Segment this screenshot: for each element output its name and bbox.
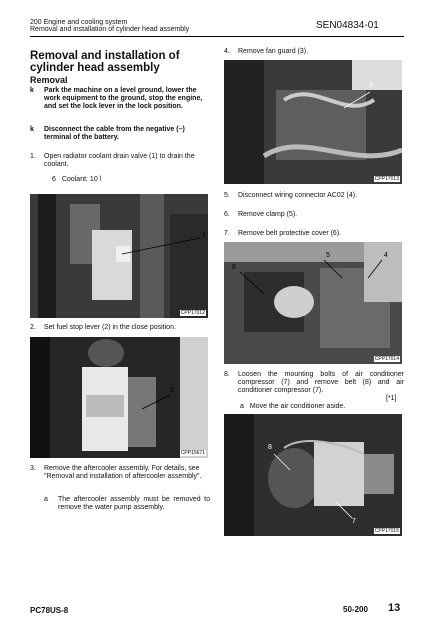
photo-3-caption: CPP17013 <box>374 176 399 182</box>
note-icon: a <box>240 403 244 410</box>
step-1-note <box>52 176 101 184</box>
step-6-number: 6. <box>224 211 230 218</box>
step-1 <box>30 153 210 169</box>
header-rule <box>30 36 404 37</box>
photo-2-caption: CPP15671 <box>180 450 205 456</box>
step-2 <box>30 324 210 332</box>
photo-belt-cover-art <box>224 242 402 364</box>
footer-doc-code: 50-200 <box>343 605 368 614</box>
step-2-text: Set fuel stop lever (2) in the close position. <box>44 324 176 331</box>
step-1-number: 1. <box>30 153 36 160</box>
coolant-icon: 6 <box>52 176 56 183</box>
header-section: 200 Engine and cooling system <box>30 19 128 26</box>
header-subsection: Removal and installation of cylinder head assembly <box>30 26 190 33</box>
callout-3: 3 <box>369 82 373 89</box>
step-3-note-text: The aftercooler assembly must be removed to remove the water pump assembly. <box>58 496 210 512</box>
photo-fan-guard <box>224 60 402 184</box>
step-8-ref: [*1] <box>386 395 397 402</box>
note-icon: a <box>44 496 48 503</box>
photo-radiator-drain-art <box>30 194 208 318</box>
photo-belt-cover <box>224 242 402 364</box>
header-doc-code: SEN04834-01 <box>316 20 379 31</box>
warning-1-text: Park the machine on a level ground, lower the work equipment to the ground, stop the engine, and set the lock lever in the lock position. <box>44 87 203 111</box>
photo-ac-compressor <box>224 414 402 536</box>
photo-1-caption: CPP17012 <box>180 310 205 316</box>
warning-1 <box>30 87 212 112</box>
step-1-text: Open radiator coolant drain valve (1) to drain the coolant. <box>44 153 195 169</box>
warning-2 <box>30 126 212 142</box>
step-1-note-text: Coolant: 10 l <box>61 176 102 183</box>
step-2-number: 2. <box>30 324 36 331</box>
photo-fuel-stop-lever-art <box>30 337 208 458</box>
step-7-text: Remove belt protective cover (6). <box>238 230 342 237</box>
step-6-text: Remove clamp (5). <box>238 211 298 218</box>
warning-icon: k <box>30 126 34 133</box>
photo-fan-guard-art <box>224 60 402 184</box>
callout-5: 5 <box>326 252 330 259</box>
step-3 <box>30 465 210 481</box>
section-subhead: Removal <box>30 75 68 85</box>
step-3-note <box>44 496 210 512</box>
page-number: 13 <box>388 602 401 614</box>
step-5-number: 5. <box>224 192 230 199</box>
callout-1: 1 <box>202 232 206 239</box>
step-4 <box>224 48 404 56</box>
callout-4: 4 <box>384 252 388 259</box>
step-8 <box>224 371 404 396</box>
step-4-text: Remove fan guard (3). <box>238 48 309 55</box>
step-7 <box>224 230 404 238</box>
footer-model: PC78US-8 <box>30 606 69 615</box>
photo-4-caption: CPP17014 <box>374 356 399 362</box>
step-5 <box>224 192 404 200</box>
step-5-text: Disconnect wiring connector AC02 (4). <box>238 192 358 199</box>
step-8-note <box>240 403 404 411</box>
page-title: Removal and installation of cylinder head assembly <box>30 50 180 74</box>
step-8-text: Loosen the mounting bolts of air conditioner compressor (7) and remove belt (8) and air conditioner compressor (7). <box>238 371 404 395</box>
step-3-text: Remove the aftercooler assembly. For details, see "Removal and installation of aftercooler assembly". <box>44 465 202 481</box>
step-8-note-text: Move the air conditioner aside. <box>249 403 346 410</box>
photo-ac-compressor-art <box>224 414 402 536</box>
callout-7: 7 <box>352 518 356 525</box>
warning-2-text: Disconnect the cable from the negative (–) terminal of the battery. <box>44 126 185 142</box>
step-4-number: 4. <box>224 48 230 55</box>
callout-2: 2 <box>170 387 174 394</box>
callout-6: 6 <box>232 264 236 271</box>
callout-8: 8 <box>268 444 272 451</box>
photo-5-caption: CPP17015 <box>374 528 399 534</box>
warning-icon: k <box>30 87 34 94</box>
step-7-number: 7. <box>224 230 230 237</box>
step-8-number: 8. <box>224 371 230 378</box>
step-3-number: 3. <box>30 465 36 472</box>
photo-fuel-stop-lever <box>30 337 208 458</box>
step-6 <box>224 211 404 219</box>
photo-radiator-drain <box>30 194 208 318</box>
